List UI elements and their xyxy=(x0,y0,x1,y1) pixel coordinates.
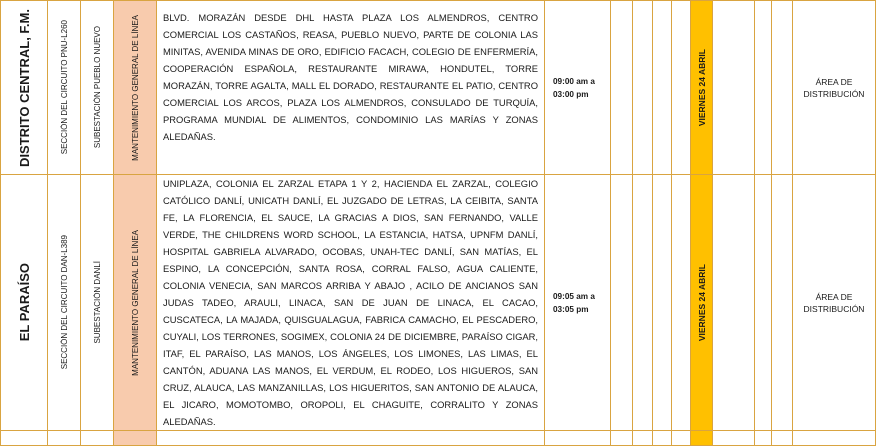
blank-cell xyxy=(755,175,772,431)
blank-cell xyxy=(611,1,633,175)
schedule-time-cell xyxy=(545,1,611,175)
blank-cell xyxy=(793,431,876,446)
blank-cell xyxy=(81,431,114,446)
responsible-area-cell xyxy=(793,1,876,175)
blank-cell xyxy=(672,431,691,446)
responsible-area-line2: DISTRIBUCIÓN xyxy=(803,88,865,99)
blank-cell xyxy=(772,175,793,431)
blank-cell xyxy=(772,1,793,175)
responsible-area-line1: ÁREA DE xyxy=(815,291,853,302)
blank-cell xyxy=(611,175,633,431)
blank-cell xyxy=(713,1,755,175)
blank-cell xyxy=(672,1,691,175)
time-start: 09:00 am a xyxy=(553,76,595,86)
work-type-label: MANTENIMIENTO GENERAL DE LÍNEA xyxy=(130,229,140,376)
blank-cell xyxy=(653,431,672,446)
affected-areas-text: BLVD. MORAZÁN DESDE DHL HASTA PLAZA LOS ALMENDROS, CENTRO COMERCIAL LOS CASTAÑOS, REASA, PUEBLO NUEVO, PARTE DE COLONIA LAS MINITAS, AVENIDA MINAS DE ORO, EDIFICIO FACACH, COLEGIO DE ENFERMERÍA, COOPERACIÓN ESPAÑOLA, RESTAURANTE MIRAWA, HONDUTEL, TORRE MORAZÁN, TORRE AGALTA, MALL EL DORADO, RESTAURANTE EL PATIO, CENTRO COMERCIAL LOS ARCOS, PLAZA LOS ALMENDROS, CONSULADO DE TURQUÍA, PROGRAMA MUNDIAL DE ALIMENTOS, CONDOMINIO LAS MARÍAS Y ZONAS ALEDAÑAS. xyxy=(163,12,538,142)
substation-cell xyxy=(81,175,114,431)
affected-areas-cell xyxy=(157,175,545,431)
substation-label: SUBESTACIÓN DANLÍ xyxy=(92,261,102,344)
work-type-label: MANTENIMIENTO GENERAL DE LÍNEA xyxy=(130,14,140,161)
circuit-cell xyxy=(48,1,81,175)
blank-cell xyxy=(633,431,653,446)
blank-cell xyxy=(713,431,755,446)
blank-cell xyxy=(653,175,672,431)
blank-cell xyxy=(157,431,545,446)
circuit-label: SECCIÓN DEL CIRCUITO DAN-L389 xyxy=(59,235,69,370)
department-label: DISTRITO CENTRAL, F.M. xyxy=(16,8,32,167)
blank-cell xyxy=(672,175,691,431)
circuit-label: SECCIÓN DEL CIRCUITO PNU-L260 xyxy=(59,20,69,155)
blank-cell xyxy=(755,431,772,446)
blank-cell xyxy=(633,1,653,175)
affected-areas-cell xyxy=(157,1,545,175)
time-end: 03:05 pm xyxy=(553,304,589,314)
blank-cell xyxy=(1,431,48,446)
time-end: 03:00 pm xyxy=(553,89,589,99)
affected-areas-text: UNIPLAZA, COLONIA EL ZARZAL ETAPA 1 Y 2, HACIENDA EL ZARZAL, COLEGIO CATÓLICO DANLÍ, UNICATH DANLÍ, EL JUZGADO DE LETRAS, LA CEIBITA, SANTA FE, LA FLORENCIA, EL SAUCE, LA GRACIAS A DIOS, SAN FERNANDO, VALLE VERDE, THE CHILDRENS WORD SCHOOL, LA ESTANCIA, HATSA, UPNFM DANLÍ, HOSPITAL GABRIELA ALVARADO, OCOBAS, UNAH-TEC DANLÍ, SAN MATÍAS, EL ESPINO, LA CONCEPCIÓN, SANTA ROSA, CORRAL FALSO, AGUA CALIENTE, COLONIA VENECIA, SAN MARCOS ARRIBA Y ABAJO , ACILO DE ANCIANOS SAN JUDAS TADEO, ARAULI, LINACA, SAN DE JUAN DE LINACA, EL CACAO, CUSCATECA, LA MAJADA, QUISGUALAGUA, FABRICA CAMACHO, EL PESCADERO, CUYALI, LOS TERRONES, SOGIMEX, COLONIA 24 DE DICIEMBRE, PARAÍSO CIGAR, ITAF, EL PARAÍSO, LAS MANOS, LOS ÁNGELES, LOS LIMONES, LAS LIMAS, EL CANTÓN, ADUANA LAS MANOS, EL VERDUM, EL RODEO, LOS HIGUEROS, SAN CRUZ, ALAUCA, LAS MANZANILLAS, LOS HIGUERITOS, SAN ANTONIO DE ALAUCA, EL JICARO, MOMOTOMBO, OROPOLI, EL CHAGUITE, CORRALITO Y ZONAS ALEDAÑAS. xyxy=(163,178,538,427)
blank-cell xyxy=(755,1,772,175)
department-cell xyxy=(1,175,48,431)
work-type-cell xyxy=(114,175,157,431)
blank-cell xyxy=(545,431,611,446)
day-label: VIERNES 24 ABRIL xyxy=(696,48,707,127)
day-cell xyxy=(691,175,713,431)
blank-cell xyxy=(772,431,793,446)
time-start: 09:05 am a xyxy=(553,291,595,301)
table-row xyxy=(1,431,876,446)
table-row xyxy=(1,175,876,431)
responsible-area-line1: ÁREA DE xyxy=(815,76,853,87)
blank-cell xyxy=(611,431,633,446)
day-label: VIERNES 24 ABRIL xyxy=(696,263,707,342)
blank-cell xyxy=(713,175,755,431)
schedule-time-cell xyxy=(545,175,611,431)
day-cell xyxy=(691,431,713,446)
substation-cell xyxy=(81,1,114,175)
blank-cell xyxy=(48,431,81,446)
department-cell xyxy=(1,1,48,175)
responsible-area-cell xyxy=(793,175,876,431)
substation-label: SUBESTACIÓN PUEBLO NUEVO xyxy=(92,26,102,149)
blank-cell xyxy=(653,1,672,175)
blank-cell xyxy=(633,175,653,431)
department-label: EL PARAÍSO xyxy=(16,263,32,342)
responsible-area-line2: DISTRIBUCIÓN xyxy=(803,303,865,314)
table-row xyxy=(1,1,876,175)
work-type-cell xyxy=(114,1,157,175)
work-type-cell xyxy=(114,431,157,446)
circuit-cell xyxy=(48,175,81,431)
day-cell xyxy=(691,1,713,175)
